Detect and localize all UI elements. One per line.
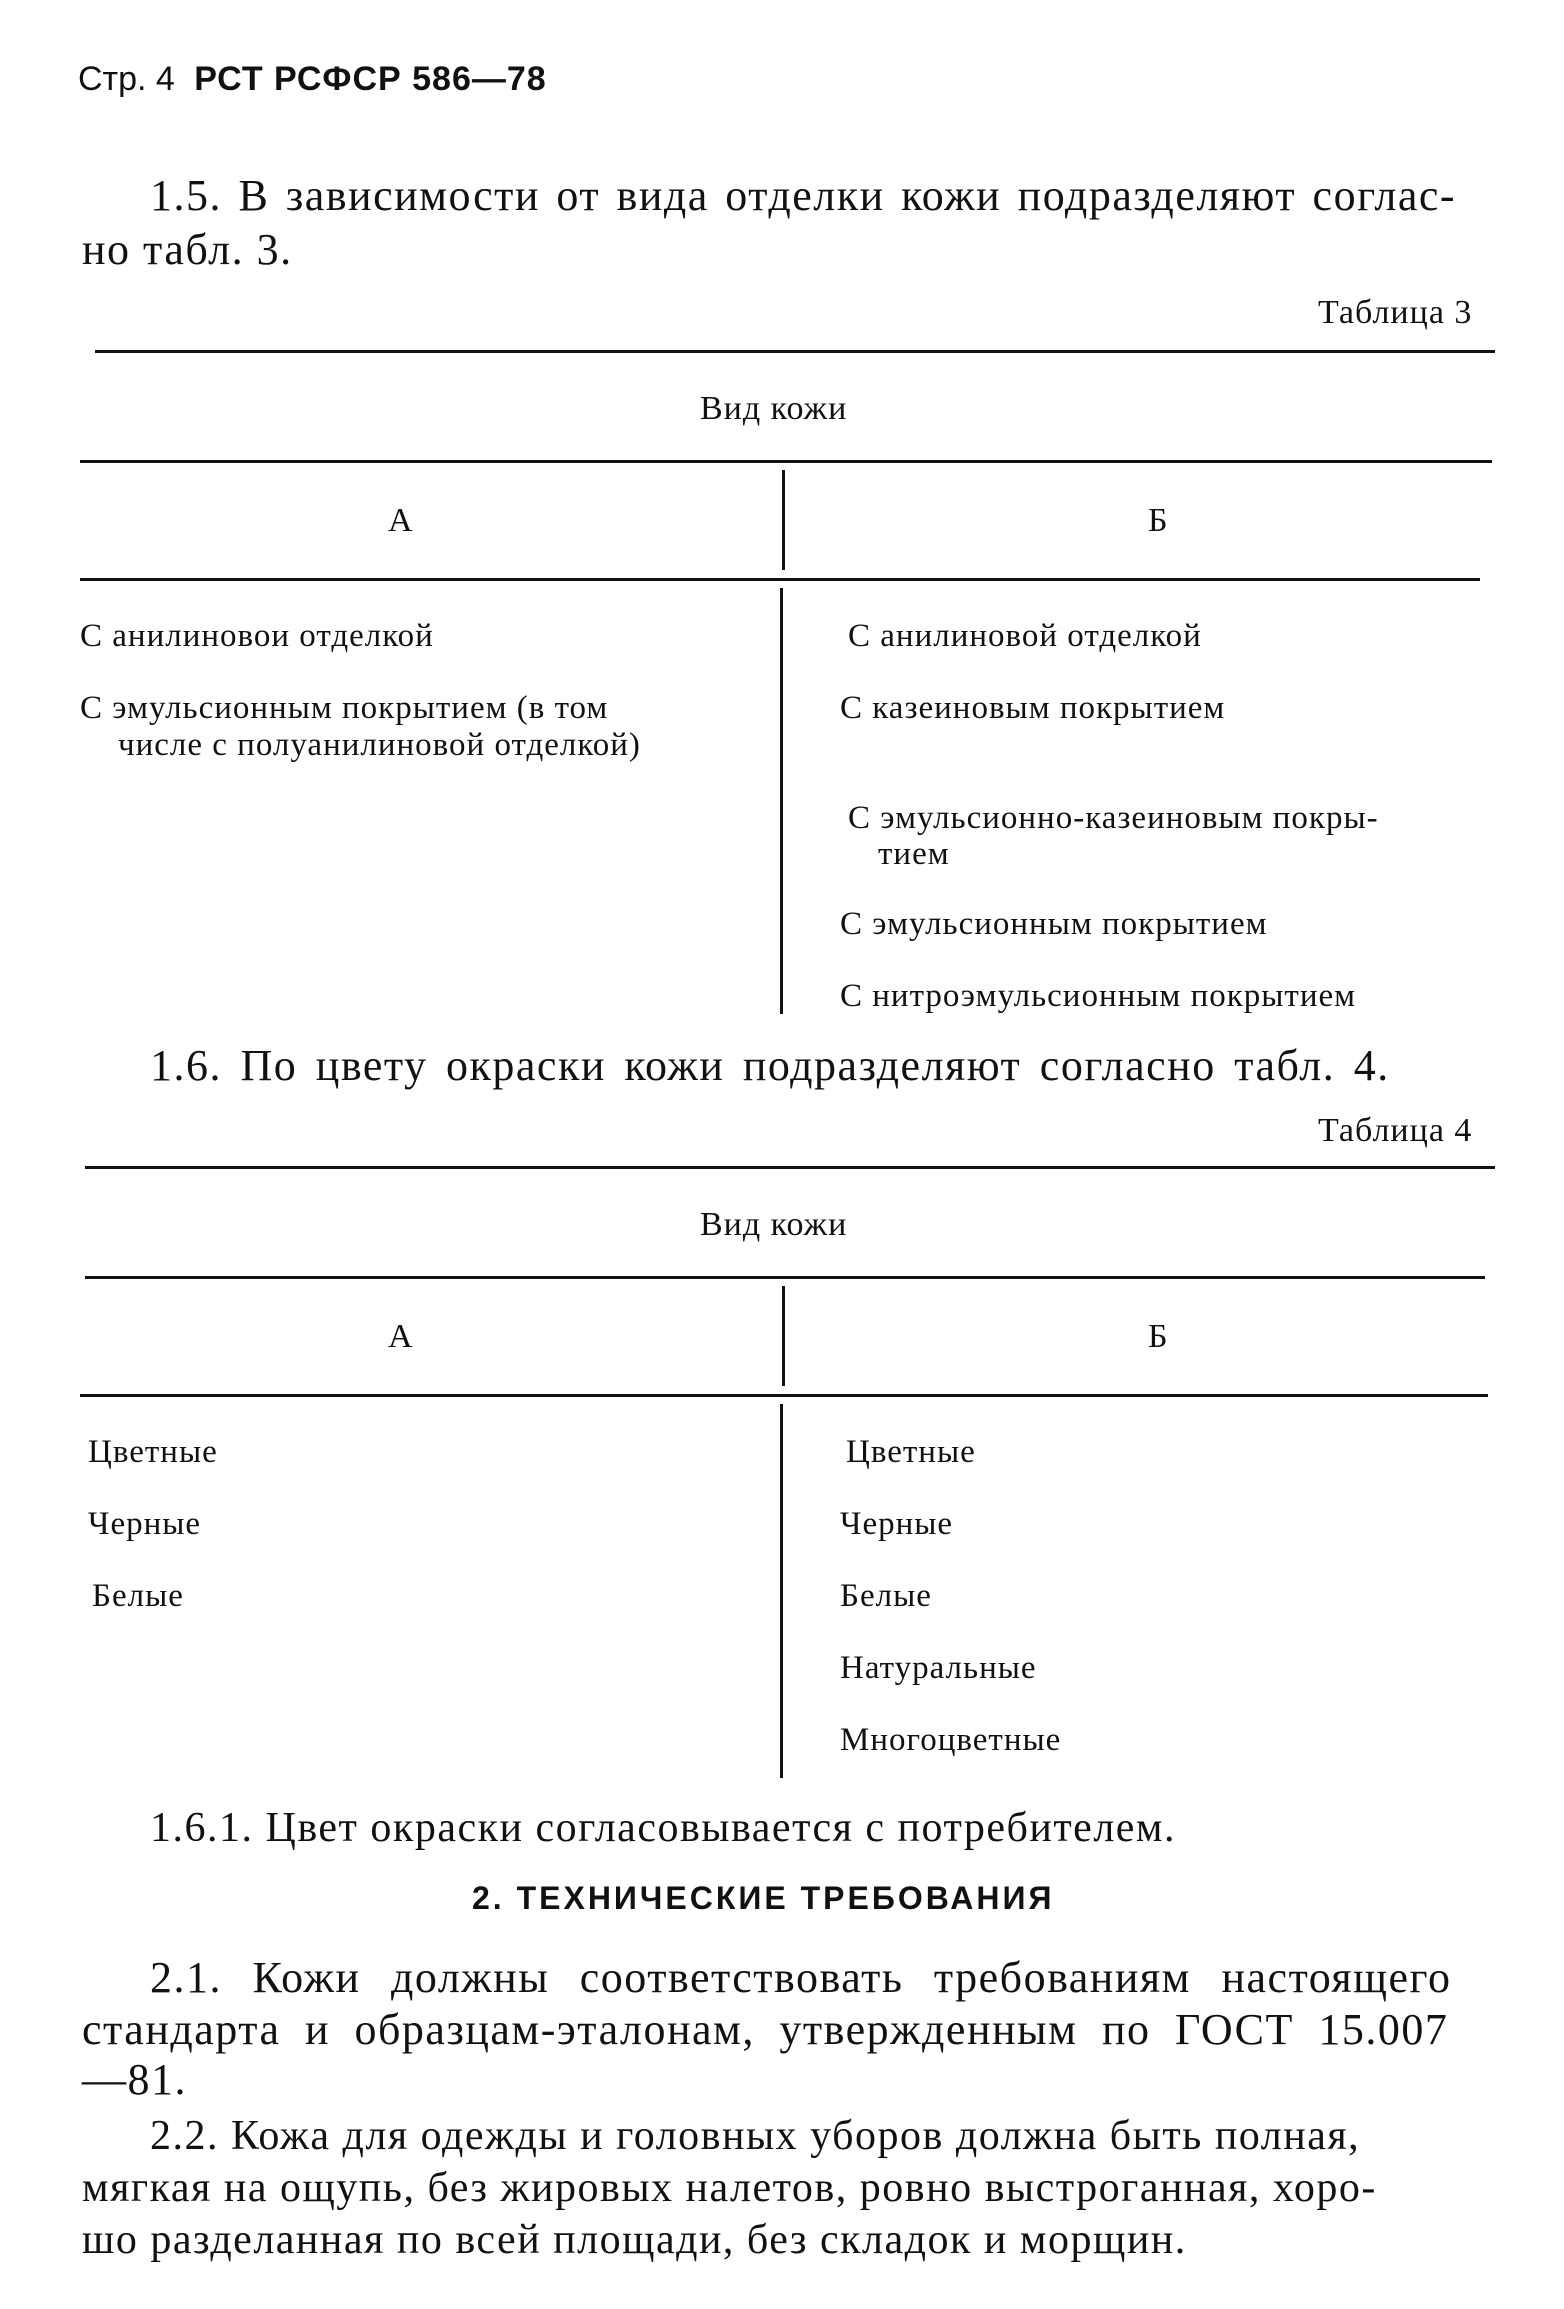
- table-4-a-item: Белые: [92, 1578, 184, 1614]
- table-3-b-item: С казеиновым покрытием: [840, 690, 1226, 726]
- table-4-b-item: Белые: [840, 1578, 932, 1614]
- paragraph-2-1-line-2: стандарта и образцам-эталонам, утвержденным по ГОСТ 15.007: [82, 2005, 1449, 2054]
- paragraph-1-5-line-1: 1.5. В зависимости от вида отделки кожи подразделяют соглас-: [150, 171, 1457, 220]
- table-4-body-divider: [780, 1404, 783, 1778]
- page-number: Стр. 4: [78, 60, 175, 98]
- standard-code: РСТ РСФСР 586—78: [194, 60, 547, 98]
- paragraph-1-6: 1.6. По цвету окраски кожи подразделяют согласно табл. 4.: [150, 1041, 1390, 1090]
- section-2-title: 2. ТЕХНИЧЕСКИЕ ТРЕБОВАНИЯ: [472, 1880, 1055, 1916]
- paragraph-2-2-line-1: 2.2. Кожа для одежды и головных уборов должна быть полная,: [150, 2113, 1361, 2159]
- table-3-top-rule: [95, 350, 1495, 353]
- table-3-a-item: С эмульсионным покрытием (в том: [80, 690, 609, 726]
- paragraph-2-1-line-1: 2.1. Кожи должны соответствовать требованиям настоящего: [150, 1953, 1452, 2002]
- table-3-header-divider: [782, 470, 785, 570]
- table-3-col-a: А: [388, 502, 414, 539]
- table-4-header-divider: [782, 1286, 785, 1386]
- paragraph-1-6-1: 1.6.1. Цвет окраски согласовывается с потребителем.: [150, 1805, 1176, 1851]
- table-4-b-item: Натуральные: [840, 1650, 1037, 1686]
- table-4-b-item: Многоцветные: [840, 1722, 1062, 1758]
- table-4-col-b: Б: [1148, 1318, 1169, 1355]
- table-3-b-item: С эмульсионным покрытием: [840, 906, 1268, 942]
- table-3-body-divider: [780, 588, 783, 1014]
- paragraph-2-2-line-2: мягкая на ощупь, без жировых налетов, ровно выстроганная, хоро-: [82, 2165, 1377, 2211]
- table-4-top-rule: [85, 1166, 1495, 1169]
- table-3-b-item: С эмульсионно-казеиновым покры-: [848, 800, 1379, 836]
- table-4-col-a: А: [388, 1318, 414, 1355]
- table-4-b-item: Цветные: [846, 1434, 976, 1470]
- table-3-header-rule: [80, 578, 1480, 581]
- paragraph-2-2-line-3: шо разделанная по всей площади, без складок и морщин.: [82, 2217, 1187, 2263]
- table-3-b-item: С анилиновой отделкой: [848, 618, 1202, 654]
- table-3-a-item: С анилиновои отделкой: [80, 618, 434, 654]
- table-3-caption: Таблица 3: [1318, 294, 1473, 331]
- table-3-a-item: числе с полуанилиновой отделкой): [118, 727, 641, 763]
- paragraph-2-1-line-3: —81.: [82, 2055, 187, 2104]
- table-4-a-item: Цветные: [88, 1434, 218, 1470]
- table-3-col-b: Б: [1148, 502, 1169, 539]
- table-4-group-header: Вид кожи: [700, 1206, 848, 1243]
- table-3-group-rule: [80, 460, 1492, 463]
- table-4-a-item: Черные: [88, 1506, 202, 1542]
- table-4-header-rule: [80, 1394, 1488, 1397]
- table-4-b-item: Черные: [840, 1506, 954, 1542]
- table-3-b-item: тием: [878, 836, 950, 872]
- page-header: [78, 60, 547, 99]
- table-3-group-header: Вид кожи: [700, 390, 848, 427]
- table-4-group-rule: [85, 1276, 1485, 1279]
- paragraph-1-5-line-2: но табл. 3.: [82, 225, 293, 274]
- table-3-b-item: С нитроэмульсионным покрытием: [840, 978, 1357, 1014]
- table-4-caption: Таблица 4: [1318, 1112, 1473, 1149]
